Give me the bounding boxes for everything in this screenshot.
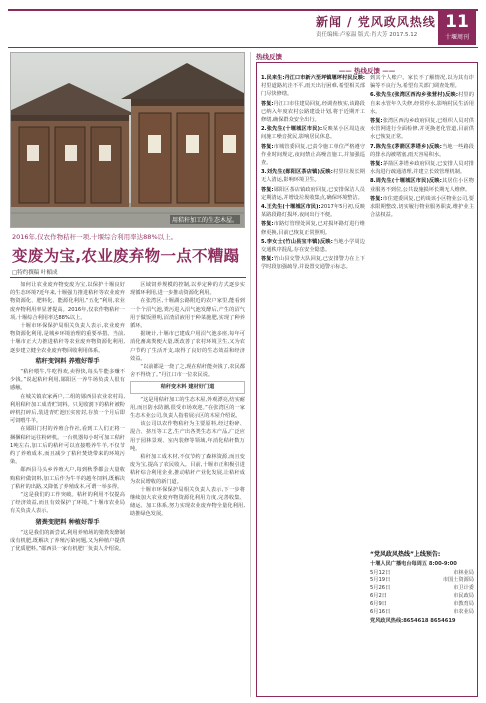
schedule-date: 6月9日 <box>370 600 387 607</box>
page-number: 11 <box>445 12 469 32</box>
masthead-bottom-rule <box>8 47 478 48</box>
paragraph: “秸秆喂牛,牛吃得欢,卖得快,每头牛能多赚不少钱。”说起秸秆利用,郧阳区一养牛场负责人很有感触。 <box>10 369 125 392</box>
schedule-rows <box>370 570 474 617</box>
schedule-box <box>370 551 474 693</box>
hotline-entry <box>370 91 474 116</box>
photo-caption: 用秸秆加工的生态木屋。 <box>171 217 238 224</box>
schedule-unit: 市民政局 <box>453 592 474 599</box>
schedule-row <box>370 601 474 609</box>
hotline-answer: 村里道路坑洼不平,雨天出行困难,希望相关部门尽快修缮。 <box>261 83 365 98</box>
paragraph: 十堰市环保保护局相关负责人表示,下一步将继续加大农业废弃物资源化利用力度,完善收集、储运、加工体系,努力实现农业废弃物全量化利用,助推绿色发展。 <box>130 486 245 518</box>
page-number-badge <box>438 11 476 45</box>
hotline-entry <box>261 74 365 99</box>
eco-house-photo <box>10 52 245 228</box>
hotline-answer: 张湾区西沟乡政府回复,已组织人员对供水管网进行全面检修,并更换老化管道,目前供水已恢复正常。 <box>370 118 474 141</box>
hotline-answer: 茅箭区茅塔乡政府回复,已安排人员对排水沟进行疏通清理,并建立长效管理机制。 <box>370 161 474 176</box>
paragraph: “这是我们的新尝试,利用养殖场的猪粪发酵制成有机肥,既解决了养殖污染问题,又为种植户提供了优质肥料。”郧西县一家有机肥厂负责人介绍说。 <box>10 529 125 553</box>
paragraph: “这是我们的工作突破。秸秆的利用不仅提高了经济效益,而且有效保护了环境。”十堰市农业局有关负责人表示。 <box>10 492 125 515</box>
hotline-question: 答复: <box>261 256 274 263</box>
hotline-column-2 <box>370 74 474 544</box>
hotline-question: 答复: <box>370 118 383 125</box>
hotline-answer: 竹山县交警大队回复,已安排警力在上下学时段加强疏导,并设置交通警示标志。 <box>261 256 365 271</box>
hotline-answer: 丹江口市住建局回复,经调查核实,该路段已纳入年度农村公路建设计划,将于近期开工修缮,确保群众安全出行。 <box>261 100 365 124</box>
hotline-question: 答复: <box>261 221 274 228</box>
hotline-entry <box>370 117 474 142</box>
hotline-question: 8.周先生(十堰城区市民)反映: <box>370 178 442 185</box>
hotline-question: 答复: <box>370 161 383 168</box>
hotline-entry <box>261 238 365 254</box>
hotline-answer: 市住建委回复,已约谈该小区物业公司,要求限期整改,切实履行物业服务职责,维护业主合法权益。 <box>370 195 474 219</box>
hotline-answer: 市城管委回复,已责令施工单位严格遵守作业时间规定,夜间禁止高噪音施工,并加强巡查。 <box>261 143 365 167</box>
hotline-answer: 郧阳区茶店镇政府回复,已安排保洁人员定期清运,并增设垃圾收集点,确保环境整洁。 <box>261 186 365 201</box>
hotline-entry <box>370 160 474 176</box>
hotline-question: 答复: <box>261 100 274 107</box>
schedule-unit: 市教育局 <box>453 600 474 607</box>
schedule-date: 6月2日 <box>370 592 387 599</box>
schedule-row <box>370 593 474 601</box>
article-column-1 <box>10 281 125 693</box>
schedule-unit: 市国土资源局 <box>442 577 474 584</box>
schedule-row <box>370 585 474 593</box>
hotline-answer: 其居住小区物业服务不到位,公共设施损坏长期无人维修。 <box>370 178 474 193</box>
hotline-section-title: 热线反馈 <box>256 53 282 61</box>
masthead-top-rule <box>8 9 478 11</box>
hotline-entry <box>261 220 365 236</box>
paragraph: 该公司以农作物秸秆为主要原料,经过粉碎、混合、挤压等工艺,生产出各类生态木产品,广泛应用于园林景观、室内装修等领域,年消化秸秆数万吨。 <box>130 421 245 452</box>
subheading-boxed: 秸秆变木料 建材好门道 <box>130 381 245 393</box>
schedule-subtitle: 十堰人民广播电台每周五 8:00-9:00 <box>370 560 457 567</box>
hotline-entry <box>261 168 365 184</box>
hotline-question: 答复: <box>370 195 383 202</box>
paragraph: 在城关镇农家两户,二组的郧西县农业农村局,利用秸秆加工成青贮饲料。只见收割下的秸秆被粉碎机打碎后,装进青贮池压实密封,存放一个月后即可饲喂牛羊。 <box>10 393 125 425</box>
hotline-answer: 到其个人账户。家长不了解情况,以为其有诈骗等不良行为,希望有关部门调查处理。 <box>370 75 474 90</box>
schedule-unit: 市农业局 <box>453 608 474 615</box>
hotline-entry <box>261 186 365 202</box>
schedule-date: 6月16日 <box>370 608 391 615</box>
hotline-column-1 <box>261 74 365 694</box>
paragraph: “以前都是一烧了之,现在秸秆能卖钱了,农民都舍不得烧了。”丹江口市一位农民说。 <box>130 364 245 379</box>
hotline-question: 答复: <box>261 186 274 193</box>
hotline-entry <box>261 125 365 141</box>
paragraph: 在郧阳门村的养殖合作社,看到工人们正将一捆捆秸秆运往粉碎机。一台机器每小时可加工秸秆1吨左右,加工后的秸秆可以直接喂养牛羊,不仅节约了养殖成本,而且减少了秸秆焚烧带来的环境污染。 <box>10 426 125 466</box>
hotline-question: 答复: <box>261 143 274 150</box>
hotline-question: 3.刘先生(郧阳区茶店镇)反映: <box>261 169 333 176</box>
hotline-answer: 村里垃圾长期无人清运,影响环境卫生。 <box>261 169 365 184</box>
article-headline: 变废为宝,农业废弃物一点不糟蹋 <box>12 247 240 265</box>
hotline-entry <box>370 74 474 90</box>
column-divider <box>250 52 251 697</box>
schedule-unit: 市林业局 <box>453 569 474 576</box>
paragraph: 秸秆加工成木材,不仅节约了森林资源,而且变废为宝,提高了农民收入。目前,十堰市正积极引进秸秆综合利用企业,推动秸秆产业化发展,让秸秆成为农民增收的新门道。 <box>130 454 245 485</box>
paragraph: 十堰市环保保护局相关负责人表示,农业废弃物资源化利用,是城乡环境治理的重要举措。当前,十堰市正大力推进秸秆等农业废弃物资源化利用,逐步建立健全农业废弃物回收利用体系。 <box>10 323 125 354</box>
hotline-question: 7.陈先生(茅箭区茅塔乡)反映: <box>370 143 442 150</box>
paragraph: 在张湾区,十堰湖公路附近的农户家里,能看到一个个沼气池,粪污进入沼气池发酵后,产生的沼气用于做饭照明,沼渣沼液用于种菜施肥,实现了种养循环。 <box>130 298 245 330</box>
hotline-answer: 当地一些路段的排水沟被堵塞,雨天容易积水。 <box>370 143 474 158</box>
schedule-date: 5月19日 <box>370 577 391 584</box>
hotline-entry <box>261 203 365 219</box>
article-byline: □特约撰稿 叶楣成 <box>12 270 58 276</box>
hotline-question: 6.张先生(张湾区西沟乡张营村)反映: <box>370 92 458 99</box>
article-lead: 2016年,仅农作物秸秆一项,十堰综合利用率达88%以上。 <box>12 233 178 241</box>
schedule-row <box>370 609 474 617</box>
paragraph: 郧西县马头乡养殖大户,每到秋季都会大量收购秸秆做饲料,加工后作为牛羊的越冬饲料,既解决了秸秆的出路,又降低了养殖成本,可谓一举多得。 <box>10 467 125 490</box>
hotline-answer: 当地小学周边交通秩序混乱,存在安全隐患。 <box>261 238 365 254</box>
schedule-date: 5月12日 <box>370 569 391 576</box>
paragraph: 区域饲养规模的控制,以养定种的方式逐步实现循环利用,进一步推动资源化利用。 <box>130 282 245 297</box>
paragraph: 如何让农业废弃物变废为宝,以保护十堰良好的生态环境?近年来,十堰强力推进秸秆等农业废弃物资源化、肥料化、能源化利用,“五化”利用,农业废弃物利用率显著提高。2016年,仅农作物秸秆一项,十堰综合利用率达88%以上。 <box>10 282 125 321</box>
hotline-entry <box>261 255 365 271</box>
schedule-footer: 党风政风热线:8654618 8654619 <box>370 618 456 625</box>
hotline-question: 5.李女士(竹山县宝丰镇)反映: <box>261 238 333 245</box>
hotline-entry <box>261 143 365 168</box>
hotline-answer: 市路灯管理处回复,已对损坏路灯进行维修更换,目前已恢复正常照明。 <box>261 221 365 236</box>
editor-meta: 责任编辑:卢家温 版式:肖大芳 2017.5.12 <box>316 32 418 38</box>
paragraph: 据统计,十堰市已建成户用沼气池多座,每年可消化畜禽粪便大量,既改善了农村环境卫生,又为农户节约了生活开支,取得了良好的生态效益和经济效益。 <box>130 331 245 362</box>
headline-rule <box>10 277 246 278</box>
hotline-answer: 反映某小区周边夜间施工噪音扰民,影响居民休息。 <box>261 126 365 141</box>
hotline-entry <box>261 100 365 125</box>
schedule-title: “党风政风热线”上线预告: <box>370 551 441 558</box>
schedule-unit: 市卫计委 <box>453 585 474 592</box>
article-column-2 <box>130 281 245 693</box>
hotline-answer: 村里的自来水管年久失修,经常停水,影响村民生活用水。 <box>370 92 474 115</box>
subheading: 猪粪变肥料 种植好帮手 <box>35 518 100 526</box>
hotline-box-title: —— 热线反馈 —— <box>338 67 396 75</box>
hotline-entry <box>370 143 474 159</box>
weekly-label: 十堰周刊 <box>444 34 469 41</box>
schedule-date: 5月26日 <box>370 585 391 592</box>
hotline-question: 1.民来生:丹江口市新六至坪镇堰坪村民反映: <box>261 75 365 81</box>
subheading: 秸秆变饲料 养殖好帮手 <box>35 357 100 365</box>
section-title: 新闻 / 党风政风热线 <box>316 15 436 29</box>
hotline-entry <box>370 195 474 220</box>
eco-house-illustration <box>11 53 245 228</box>
hotline-question: 2.张先生(十堰城区市民): <box>261 126 323 133</box>
hotline-question: 4.王先生(十堰城区市民): <box>261 204 321 211</box>
paragraph: “这是用秸秆加工的生态木屋,外观漂亮,结实耐用,而且防水防潮,很受市场欢迎。”在张湾区的一家生态木业公司,负责人指着展示区的木屋介绍说。 <box>130 396 245 420</box>
hotline-answer: 2017年5月初,反映某路段路灯损坏,夜间出行不便。 <box>261 204 365 219</box>
hotline-entry <box>370 177 474 193</box>
